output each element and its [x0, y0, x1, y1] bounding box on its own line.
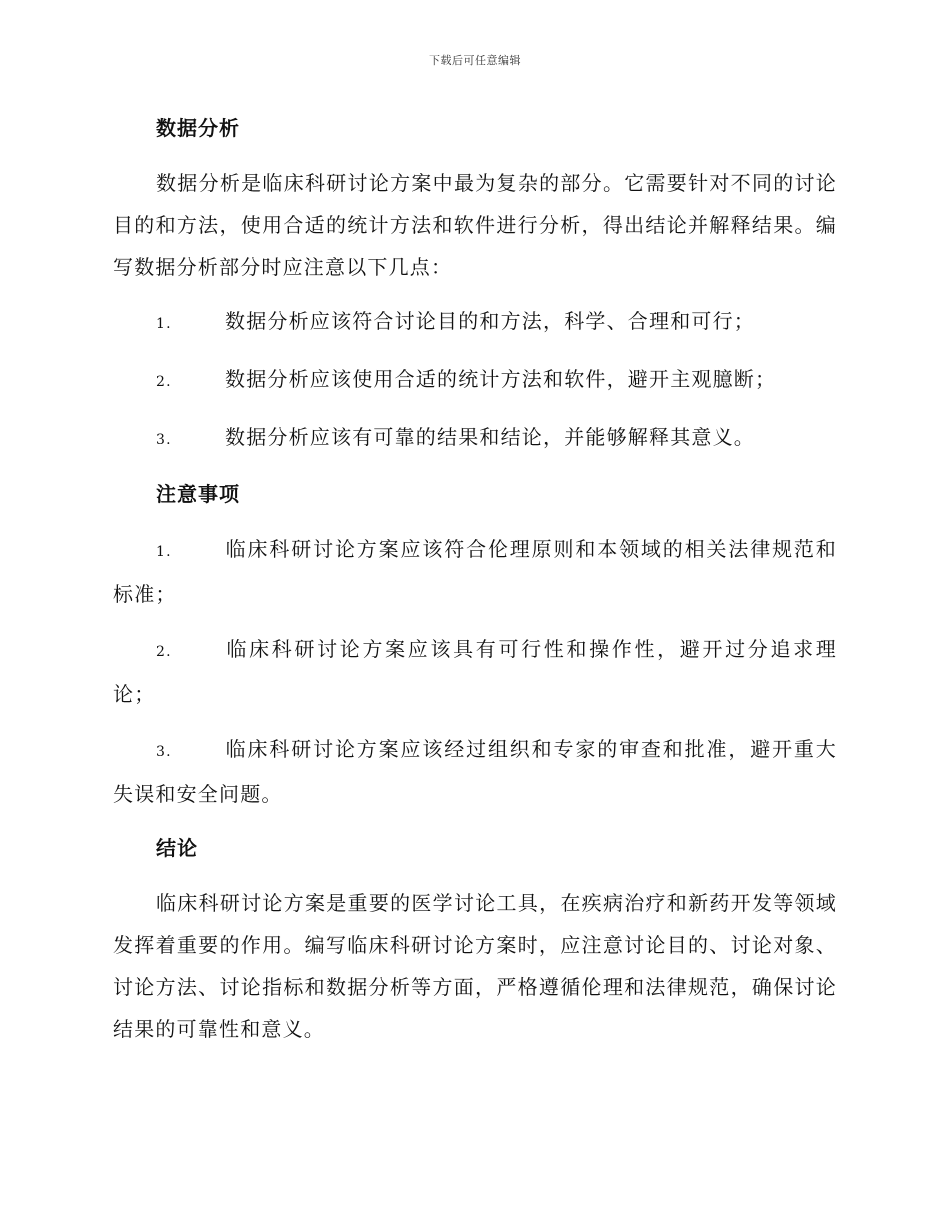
- document-content: [113, 108, 837, 1062]
- header-note: 下载后可任意编辑: [429, 54, 521, 67]
- list-text: 数据分析应该使用合适的统计方法和软件，避开主观臆断；: [225, 367, 777, 391]
- section-heading-analysis: 数据分析: [156, 116, 240, 140]
- list-number: 2.: [156, 644, 172, 660]
- list-number: 1.: [156, 544, 172, 560]
- notes-list-item-2: [113, 628, 837, 715]
- list-number: 3.: [156, 432, 172, 448]
- list-number: 1.: [156, 316, 172, 332]
- analysis-list-item-2: [113, 358, 837, 403]
- list-text: 数据分析应该有可靠的结果和结论，并能够解释其意义。: [225, 425, 755, 449]
- list-text: 临床科研讨论方案应该经过组织和专家的审查和批准，避开重大失误和安全问题。: [113, 737, 837, 806]
- list-text: 临床科研讨论方案应该符合伦理原则和本领域的相关法律规范和标准；: [113, 537, 837, 606]
- notes-list-item-1: [113, 528, 837, 615]
- list-number: 3.: [156, 744, 172, 760]
- list-number: 2.: [156, 374, 172, 390]
- notes-list-item-3: [113, 728, 837, 815]
- list-text: 数据分析应该符合讨论目的和方法，科学、合理和可行；: [225, 309, 755, 333]
- analysis-list-item-1: [113, 300, 837, 345]
- analysis-list-item-3: [113, 416, 837, 461]
- section-heading-conclusion: 结论: [156, 836, 198, 860]
- list-text: 临床科研讨论方案应该具有可行性和操作性，避开过分追求理论；: [113, 637, 837, 706]
- section-heading-notes: 注意事项: [156, 482, 240, 506]
- analysis-intro-paragraph: 数据分析是临床科研讨论方案中最为复杂的部分。它需要针对不同的讨论目的和方法，使用合适的统计方法和软件进行分析，得出结论并解释结果。编写数据分析部分时应注意以下几点：: [113, 171, 837, 279]
- conclusion-paragraph: 临床科研讨论方案是重要的医学讨论工具，在疾病治疗和新药开发等领域发挥着重要的作用。编写临床科研讨论方案时，应注意讨论目的、讨论对象、讨论方法、讨论指标和数据分析等方面，严格遵循伦理和法律规范，确保讨论结果的可靠性和意义。: [113, 891, 837, 1041]
